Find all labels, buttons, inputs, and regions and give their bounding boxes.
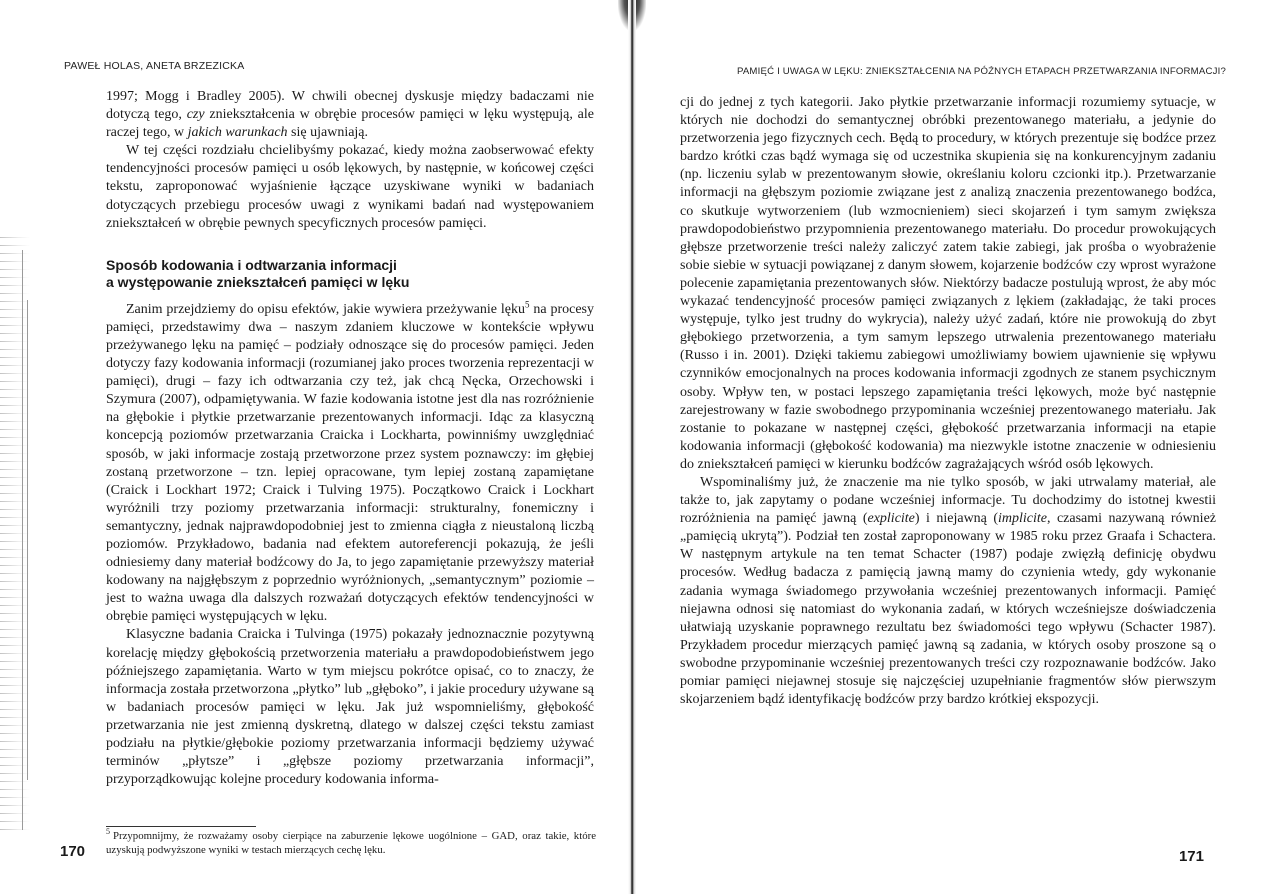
section-heading	[106, 257, 594, 291]
term-explicite: explicite	[867, 511, 915, 527]
running-head-left: PAWEŁ HOLAS, ANETA BRZEZICKA	[64, 60, 245, 72]
paragraph: Zanim przejdziemy do opisu efektów, jakie wywiera przeżywanie lęku$^5$ na procesy pamięci, przedstawimy dwa – naszym zdaniem kluczowe w kontekście wpływu przeżywanego lęku na pamięć – podziały odnoszące się do procesów pamięci. Jeden dotyczy fazy kodowania informacji (rozumianej jako proces tworzenia reprezentacji w pamięci), drugi – fazy ich odtwarzania czy też, jak chcą Nęcka, Orzechowski i Szymura (2007), odpamiętywania. W fazie kodowania istotne jest dla nas rozróżnienie na głębokie i płytkie przetwarzanie prezentowanych informacji. Idąc za klasyczną koncepcją poziomów przetwarzania Craicka i Lockharta, powinniśmy uwzględniać sposób, w jaki informacje zostają przetworzone przez system poznawczy: im głębiej zostaną przetworzone – tzn. lepiej opracowane, tym lepiej zostaną zapamiętane (Craick i Lockhart 1972; Craick i Tulving 1975). Początkowo Craick i Lockhart wyróżnili trzy poziomy przetwarzania informacji: strukturalny, fonemiczny i semantyczny, jednak najprawdopodobniej jest to zmienna ciągła z nieustaloną liczbą poziomów. Przykładowo, badania nad efektem autoreferencji pokazują, że jeśli odniesiemy dany materiał bodźcowy do Ja, to jego zapamiętanie przewyższy materiał kodowany na najgłębszym z poprzednio wyróżnionych, „semantycznym” poziomie – jest to ważna uwaga dla dalszych rozważań dotyczących efektów tendencyjności w obrębie pamięci występujących w lęku.	[106, 299, 594, 625]
paragraph: cji do jednej z tych kategorii. Jako płytkie przetwarzanie informacji rozumiemy sytuacje, w których nie dochodzi do semantycznej obróbki prezentowanego materiału, a jedynie do przetworzenia jego fizycznych cech. Będą to procedury, w których prezentuje się bodźce przez bardzo krótki czas bądź wymaga się od uczestnika skupienia się na konkurencyjnym zadaniu (np. liczeniu sylab w prezentowanym słowie, określaniu koloru czcionki itp.). Przetwarzanie informacji na głębszym poziomie związane jest z analizą znaczenia prezentowanego bodźca, co skutkuje wytworzeniem (lub wzmocnieniem) sieci skojarzeń i tym samym zwiększa prawdopodobieństwo przypomnienia prezentowanego materiału. Do procedur prowokujących głębsze przetworzenie treści należy zaliczyć zatem takie zabiegi, jak prośba o wyobrażenie sobie siebie w sytuacji powiązanej z danym słowem, kojarzenie bodźców czy wprost wyrażone polecenie zapamiętania prezentowanych słów. Niektórzy badacze postulują wprost, że aby móc wykazać tendencyjność procesów pamięci związanych z lękiem (zakładając, że taki proces występuje, tylko jest trudny do wykrycia), należy użyć zadań, które nie prowokują do zbyt głębokiego przetworzenia, a tym samym lepszego utrwalenia prezentowanego materiału (Russo i in. 2001). Dzięki takiemu zabiegowi umożliwiamy bowiem ujawnienie się wpływu czynników emocjonalnych na proces kodowania informacji zgodnych ze stanem psychicznym osoby. Wpływ ten, w postaci lepszego zapamiętania treści lękowych, może być następnie zarejestrowany w fazie swobodnego przypominania wcześniej prezentowanego materiału. Jak zostanie to pokazane w następnej części, głębokość przetwarzania informacji na etapie kodowania informacji (głębokość kodowania) ma niezwykle istotne znaczenie w odniesieniu do zniekształceń pamięci w kierunku bodźców zagrażających wśród osób lękowych.	[680, 95, 1216, 472]
page-number-right: 171	[1178, 848, 1204, 865]
left-page	[0, 0, 628, 894]
right-text-block	[680, 94, 1216, 709]
book-gutter	[628, 0, 636, 894]
paragraph: W tej części rozdziału chcielibyśmy pokazać, kiedy można zaobserwować efekty tendencyjności procesów pamięci u osób lękowych, by następnie, w końcowej części tekstu, zaproponować wyjaśnienie łączące uzyskiwane wyniki w badaniach dotyczących przebiegu procesów uwagi z wynikami badań nad występowaniem zniekształceń w obrębie pewnych specyficznych procesów pamięci.	[106, 143, 594, 231]
section-heading-line: a występowanie zniekształceń pamięci w lęku	[106, 273, 410, 290]
section-heading-line: Sposób kodowania i odtwarzania informacji	[106, 256, 397, 273]
page-number-left: 170	[60, 843, 86, 860]
footnote-rule	[106, 826, 256, 827]
footnote-reference: 5	[524, 299, 530, 310]
paragraph: 1997; Mogg i Bradley 2005). W chwili obecnej dyskusje między badaczami nie dotyczą tego, czy zniekształcenia w obrębie procesów pamięci w lęku występują, ale raczej tego, w jakich warunkach się ujawniają.	[106, 89, 594, 141]
footnote-mark: 5	[106, 827, 110, 837]
paragraph: Klasyczne badania Craicka i Tulvinga (1975) pokazały jednoznacznie pozytywną korelację między głębokością przetworzenia materiału a prawdopodobieństwem jego późniejszego zapamiętania. Warto w tym miejscu pokrótce opisać, co to znaczy, że informacja została przetworzona „płytko” lub „głęboko”, i jakie procedury używane są w badaniach procesów pamięci w lęku. Jak już wspomnieliśmy, głębokość przetwarzania nie jest zmienną dyskretną, dlatego w dalszej części tekstu zamiast podziału na płytkie/głębokie poziomy przetwarzania informacji będziemy używać terminów „płytsze” i „głębsze poziomy przetwarzania informacji”, przyporządkowując kolejne procedury kodowania informa-	[106, 627, 594, 788]
running-head-right: PAMIĘĆ I UWAGA W LĘKU: ZNIEKSZTAŁCENIA NA PÓŹNYCH ETAPACH PRZETWARZANIA INFORMACJI?	[736, 66, 1226, 77]
term-implicite: implicite	[998, 511, 1048, 527]
right-page	[636, 0, 1262, 894]
footnote	[106, 829, 596, 857]
paragraph: Wspominaliśmy już, że znaczenie ma nie tylko sposób, w jaki utrwalamy materiał, ale także to, jak zapytamy o podane wcześniej informacje. Tu dochodzimy do istotnej kwestii rozróżnienia na pamięć jawną (explicite) i niejawną (implicite, czasami nazywaną również „pamięcią ukrytą”). Podział ten został zaproponowany w 1985 roku przez Graafa i Schactera. W następnym artykule na ten temat Schacter (1987) podaje zwięzłą definicję obydwu procesów. Według badacza z pamięcią jawną mamy do czynienia wtedy, gdy wykonanie zadania wymaga świadomego przywołania wcześniej prezentowanych informacji. Pamięć niejawna odnosi się natomiast do wykonania zadań, w których wcześniejsze doświadczenia ułatwiają uzyskanie poprawnego rezultatu bez świadomości tego wpływu (Schacter 1987). Przykładem procedur mierzących pamięć jawną są zadania, w których osoby proszone są o swobodne przypominanie wcześniej prezentowanych treści czy rozpoznawanie bodźców. Jako pomiar pamięci niejawnej stosuje się najczęściej uzupełnianie fragmentów słów pierwszym skojarzeniem bądź identyfikację bodźców przy bardzo krótkiej ekspozycji.	[680, 474, 1217, 708]
footnote-text: Przypomnijmy, że rozważamy osoby cierpiące na zaburzenie lękowe uogólnione – GAD, oraz takie, które uzyskują podwyższone wyniki w testach mierzących cechę lęku.	[106, 830, 596, 856]
left-text-block	[106, 88, 594, 789]
